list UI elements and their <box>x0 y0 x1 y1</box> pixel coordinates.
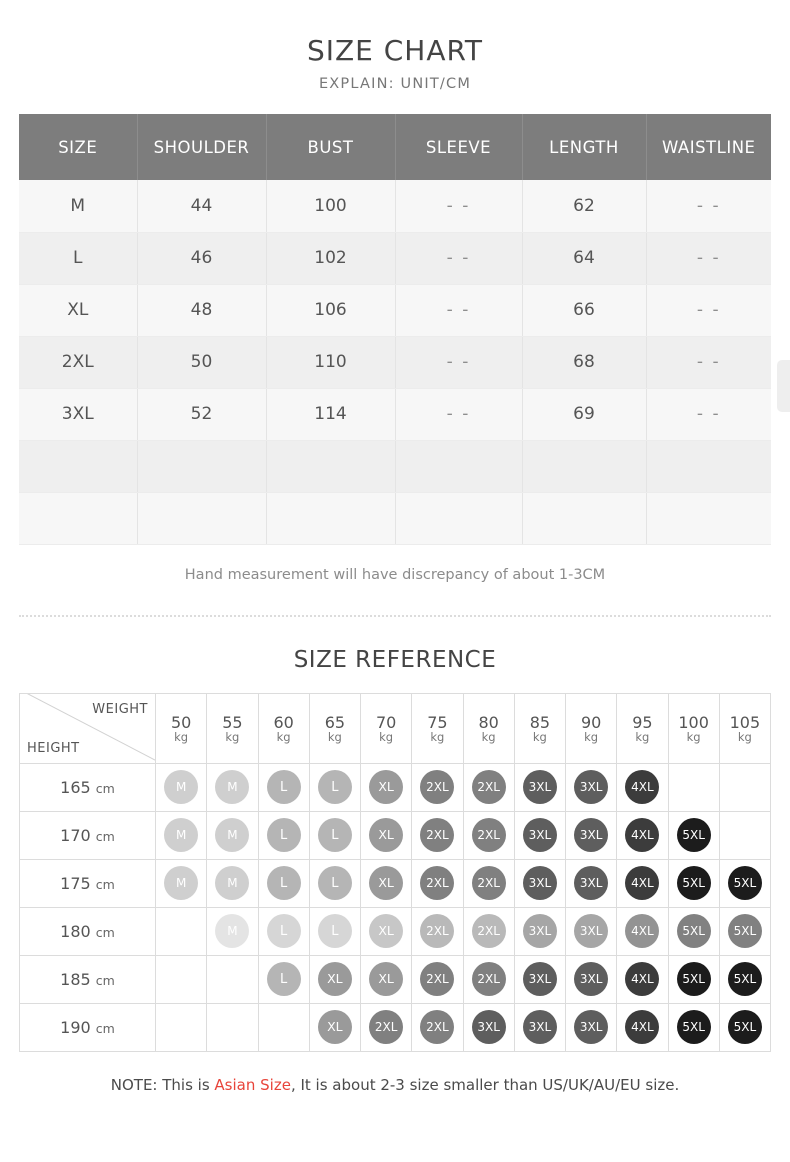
size-cell <box>668 955 719 1003</box>
size-cell <box>156 763 207 811</box>
weight-unit: kg <box>225 729 240 744</box>
weight-unit: kg <box>481 729 496 744</box>
size-bubble: M <box>164 866 198 900</box>
column-header-size: SIZE <box>19 114 137 180</box>
size-bubble: XL <box>369 962 403 996</box>
weight-column-header <box>514 693 565 763</box>
weight-value: 95 <box>632 712 653 732</box>
column-header-length: LENGTH <box>522 114 646 180</box>
size-cell <box>514 955 565 1003</box>
reference-header-row <box>20 693 771 763</box>
weight-column-header <box>309 693 360 763</box>
size-cell-empty <box>668 763 719 811</box>
size-bubble: 3XL <box>472 1010 506 1044</box>
cell-size: 2XL <box>19 336 137 388</box>
side-tab-handle[interactable] <box>777 360 790 412</box>
reference-row <box>20 763 771 811</box>
weight-value: 80 <box>478 712 499 732</box>
weight-column-header <box>156 693 207 763</box>
cell-shoulder: 52 <box>137 388 266 440</box>
size-bubble: XL <box>318 962 352 996</box>
reference-row <box>20 907 771 955</box>
cell-shoulder: 48 <box>137 284 266 336</box>
size-bubble: 5XL <box>728 914 762 948</box>
weight-value: 90 <box>580 712 602 732</box>
cell-sleeve <box>395 492 522 544</box>
cell-shoulder <box>137 492 266 544</box>
size-bubble: 2XL <box>472 770 506 804</box>
size-cell <box>258 811 309 859</box>
height-axis-label: HEIGHT <box>27 740 80 756</box>
cell-length: 66 <box>522 284 646 336</box>
size-reference-title: SIZE REFERENCE <box>293 646 497 673</box>
size-cell <box>412 955 463 1003</box>
table-row <box>19 388 771 440</box>
size-chart-table-wrap <box>0 114 790 545</box>
size-bubble: 3XL <box>574 914 608 948</box>
size-bubble: 4XL <box>625 914 659 948</box>
reference-body <box>20 763 771 1051</box>
size-bubble: 2XL <box>472 914 506 948</box>
measurement-note: Hand measurement will have discrepancy of about 1-3CM <box>184 566 606 583</box>
table-row <box>19 232 771 284</box>
size-cell <box>566 1003 617 1051</box>
cell-shoulder: 50 <box>137 336 266 388</box>
size-bubble: 3XL <box>523 914 557 948</box>
size-bubble: 3XL <box>523 1010 557 1044</box>
height-cell: 175 cm <box>20 859 156 907</box>
size-cell <box>719 859 770 907</box>
size-bubble: 4XL <box>625 770 659 804</box>
size-cell-empty <box>156 907 207 955</box>
size-cell <box>258 859 309 907</box>
size-bubble: 5XL <box>677 818 711 852</box>
size-cell <box>207 859 258 907</box>
size-cell <box>463 811 514 859</box>
size-cell <box>361 955 412 1003</box>
cell-length: 62 <box>522 180 646 232</box>
asian-size-note <box>0 1076 790 1120</box>
cell-shoulder: 46 <box>137 232 266 284</box>
size-cell <box>514 859 565 907</box>
size-bubble: M <box>215 914 249 948</box>
size-cell <box>361 811 412 859</box>
cell-shoulder: 44 <box>137 180 266 232</box>
size-cell <box>361 763 412 811</box>
cell-length: 69 <box>522 388 646 440</box>
size-reference-table-wrap <box>0 693 790 1052</box>
cell-size: M <box>19 180 137 232</box>
weight-column-header <box>207 693 258 763</box>
size-cell <box>617 955 668 1003</box>
column-header-sleeve: SLEEVE <box>395 114 522 180</box>
cell-bust: 102 <box>266 232 395 284</box>
table-header-row <box>19 114 771 180</box>
size-cell-empty <box>156 1003 207 1051</box>
size-bubble: M <box>215 770 249 804</box>
size-cell <box>309 907 360 955</box>
weight-column-header <box>258 693 309 763</box>
weight-value: 85 <box>529 712 551 732</box>
size-cell <box>412 907 463 955</box>
cell-length <box>522 440 646 492</box>
cell-waistline: - - <box>646 284 771 336</box>
size-cell <box>566 763 617 811</box>
cell-waistline <box>646 492 771 544</box>
size-bubble: 5XL <box>677 914 711 948</box>
size-bubble: 2XL <box>420 914 454 948</box>
cell-waistline: - - <box>646 180 771 232</box>
table-row <box>19 180 771 232</box>
size-cell <box>258 955 309 1003</box>
size-bubble: L <box>267 770 301 804</box>
size-cell <box>309 1003 360 1051</box>
cell-size: 3XL <box>19 388 137 440</box>
size-bubble: 4XL <box>625 866 659 900</box>
size-cell-empty <box>207 1003 258 1051</box>
size-cell <box>412 811 463 859</box>
size-cell-empty <box>156 955 207 1003</box>
size-bubble: XL <box>318 1010 352 1044</box>
cell-bust: 106 <box>266 284 395 336</box>
weight-value: 100 <box>678 712 709 732</box>
size-cell <box>309 811 360 859</box>
size-cell <box>514 1003 565 1051</box>
cell-size: L <box>19 232 137 284</box>
weight-unit: kg <box>174 729 189 744</box>
weight-unit: kg <box>430 729 445 744</box>
size-cell <box>361 907 412 955</box>
size-cell <box>463 955 514 1003</box>
weight-unit: kg <box>635 729 650 744</box>
cell-size <box>19 440 137 492</box>
cell-waistline: - - <box>646 388 771 440</box>
cell-sleeve <box>395 440 522 492</box>
height-cell: 180 cm <box>20 907 156 955</box>
size-bubble: 3XL <box>523 866 557 900</box>
size-cell-empty <box>207 955 258 1003</box>
size-bubble: M <box>164 818 198 852</box>
weight-value: 55 <box>222 712 243 732</box>
size-bubble: 2XL <box>420 1010 454 1044</box>
cell-bust: 110 <box>266 336 395 388</box>
size-bubble: L <box>318 914 352 948</box>
size-cell <box>156 811 207 859</box>
column-header-shoulder: SHOULDER <box>137 114 266 180</box>
size-cell <box>309 859 360 907</box>
weight-value: 105 <box>729 712 761 732</box>
cell-size: XL <box>19 284 137 336</box>
size-bubble: L <box>267 962 301 996</box>
weight-column-header <box>566 693 617 763</box>
size-cell <box>514 763 565 811</box>
size-cell <box>668 811 719 859</box>
cell-waistline: - - <box>646 336 771 388</box>
size-cell <box>412 763 463 811</box>
cell-bust <box>266 440 395 492</box>
size-cell <box>156 859 207 907</box>
height-unit: cm <box>95 828 115 844</box>
size-cell <box>566 811 617 859</box>
size-bubble: L <box>318 770 352 804</box>
size-bubble: 3XL <box>523 962 557 996</box>
weight-axis-label: WEIGHT <box>92 701 148 717</box>
size-bubble: 2XL <box>420 962 454 996</box>
cell-shoulder <box>137 440 266 492</box>
weight-value: 75 <box>427 712 448 732</box>
cell-size <box>19 492 137 544</box>
height-cell: 185 cm <box>20 955 156 1003</box>
size-bubble: 4XL <box>625 818 659 852</box>
height-cell: 170 cm <box>20 811 156 859</box>
weight-height-corner-cell <box>20 693 156 763</box>
size-bubble: XL <box>369 818 403 852</box>
size-cell <box>207 907 258 955</box>
size-bubble: 3XL <box>574 770 608 804</box>
note-suffix: , It is about 2-3 size smaller than US/UK/AU/EU size. <box>290 1075 680 1094</box>
size-bubble: 2XL <box>369 1010 403 1044</box>
size-cell-empty <box>258 1003 309 1051</box>
weight-unit: kg <box>584 729 599 744</box>
weight-column-header <box>463 693 514 763</box>
size-cell <box>514 907 565 955</box>
size-bubble: 2XL <box>420 770 454 804</box>
size-cell <box>207 763 258 811</box>
size-bubble: L <box>318 818 352 852</box>
table-row <box>19 492 771 544</box>
reference-row <box>20 859 771 907</box>
section-divider <box>19 615 771 617</box>
size-bubble: 3XL <box>574 962 608 996</box>
size-cell <box>719 1003 770 1051</box>
cell-sleeve: - - <box>395 232 522 284</box>
cell-bust <box>266 492 395 544</box>
weight-value: 65 <box>324 712 346 732</box>
size-bubble: M <box>215 818 249 852</box>
size-cell <box>617 859 668 907</box>
reference-row <box>20 1003 771 1051</box>
page-title: SIZE CHART <box>306 34 484 67</box>
size-cell <box>309 763 360 811</box>
size-cell <box>668 1003 719 1051</box>
weight-unit: kg <box>686 729 701 744</box>
size-bubble: L <box>267 866 301 900</box>
cell-length: 64 <box>522 232 646 284</box>
size-cell <box>617 1003 668 1051</box>
size-bubble: 5XL <box>677 1010 711 1044</box>
weight-column-header <box>412 693 463 763</box>
size-cell <box>566 955 617 1003</box>
size-cell <box>463 763 514 811</box>
size-cell <box>412 859 463 907</box>
weight-column-header <box>668 693 719 763</box>
height-unit: cm <box>95 972 115 988</box>
weight-unit: kg <box>379 729 394 744</box>
size-bubble: 5XL <box>728 962 762 996</box>
size-bubble: 3XL <box>523 818 557 852</box>
size-bubble: 5XL <box>677 962 711 996</box>
size-bubble: 5XL <box>677 866 711 900</box>
size-bubble: 3XL <box>574 818 608 852</box>
column-header-waistline: WAISTLINE <box>646 114 771 180</box>
weight-column-header <box>719 693 770 763</box>
size-cell <box>258 763 309 811</box>
size-cell <box>207 811 258 859</box>
size-bubble: 4XL <box>625 962 659 996</box>
size-bubble: 2XL <box>420 818 454 852</box>
size-cell <box>463 907 514 955</box>
size-cell <box>566 907 617 955</box>
size-cell <box>514 811 565 859</box>
size-bubble: 2XL <box>420 866 454 900</box>
weight-value: 50 <box>170 712 192 732</box>
cell-sleeve: - - <box>395 180 522 232</box>
size-cell-empty <box>719 811 770 859</box>
size-cell <box>258 907 309 955</box>
size-bubble: M <box>164 770 198 804</box>
reference-row <box>20 811 771 859</box>
size-bubble: 3XL <box>574 866 608 900</box>
cell-sleeve: - - <box>395 284 522 336</box>
weight-unit: kg <box>276 729 291 744</box>
size-cell <box>361 1003 412 1051</box>
reference-row <box>20 955 771 1003</box>
size-cell <box>617 907 668 955</box>
note-highlight: Asian Size <box>214 1075 291 1094</box>
height-cell: 190 cm <box>20 1003 156 1051</box>
size-bubble: 4XL <box>625 1010 659 1044</box>
cell-waistline <box>646 440 771 492</box>
height-unit: cm <box>95 876 115 892</box>
size-bubble: 3XL <box>523 770 557 804</box>
table-row <box>19 440 771 492</box>
cell-length <box>522 492 646 544</box>
height-unit: cm <box>95 1020 115 1036</box>
cell-bust: 100 <box>266 180 395 232</box>
size-cell <box>412 1003 463 1051</box>
weight-unit: kg <box>532 729 547 744</box>
size-cell <box>463 859 514 907</box>
size-bubble: L <box>267 818 301 852</box>
size-cell <box>668 859 719 907</box>
size-bubble: L <box>267 914 301 948</box>
weight-value: 60 <box>273 712 294 732</box>
height-cell: 165 cm <box>20 763 156 811</box>
cell-length: 68 <box>522 336 646 388</box>
table-row <box>19 284 771 336</box>
cell-waistline: - - <box>646 232 771 284</box>
size-cell-empty <box>719 763 770 811</box>
weight-column-header <box>361 693 412 763</box>
size-cell <box>309 955 360 1003</box>
page-subtitle: EXPLAIN: UNIT/CM <box>318 76 472 92</box>
weight-unit: kg <box>327 729 342 744</box>
size-cell <box>566 859 617 907</box>
size-bubble: XL <box>369 770 403 804</box>
weight-value: 70 <box>375 712 397 732</box>
note-prefix: NOTE: This is <box>110 1075 215 1094</box>
size-bubble: 5XL <box>728 866 762 900</box>
size-bubble: XL <box>369 914 403 948</box>
size-bubble: M <box>215 866 249 900</box>
cell-sleeve: - - <box>395 388 522 440</box>
size-bubble: 2XL <box>472 866 506 900</box>
size-cell <box>617 763 668 811</box>
size-bubble: 2XL <box>472 962 506 996</box>
size-cell <box>668 907 719 955</box>
height-unit: cm <box>95 924 115 940</box>
height-unit: cm <box>95 780 115 796</box>
size-cell <box>361 859 412 907</box>
cell-sleeve: - - <box>395 336 522 388</box>
size-chart-table <box>19 114 771 545</box>
column-header-bust: BUST <box>266 114 395 180</box>
size-cell <box>719 907 770 955</box>
size-bubble: L <box>318 866 352 900</box>
size-bubble: 2XL <box>472 818 506 852</box>
size-bubble: 3XL <box>574 1010 608 1044</box>
cell-bust: 114 <box>266 388 395 440</box>
size-cell <box>719 955 770 1003</box>
size-reference-table <box>19 693 771 1052</box>
table-row <box>19 336 771 388</box>
size-cell <box>463 1003 514 1051</box>
size-bubble: XL <box>369 866 403 900</box>
size-bubble: 5XL <box>728 1010 762 1044</box>
weight-column-header <box>617 693 668 763</box>
size-cell <box>617 811 668 859</box>
weight-unit: kg <box>737 729 752 744</box>
